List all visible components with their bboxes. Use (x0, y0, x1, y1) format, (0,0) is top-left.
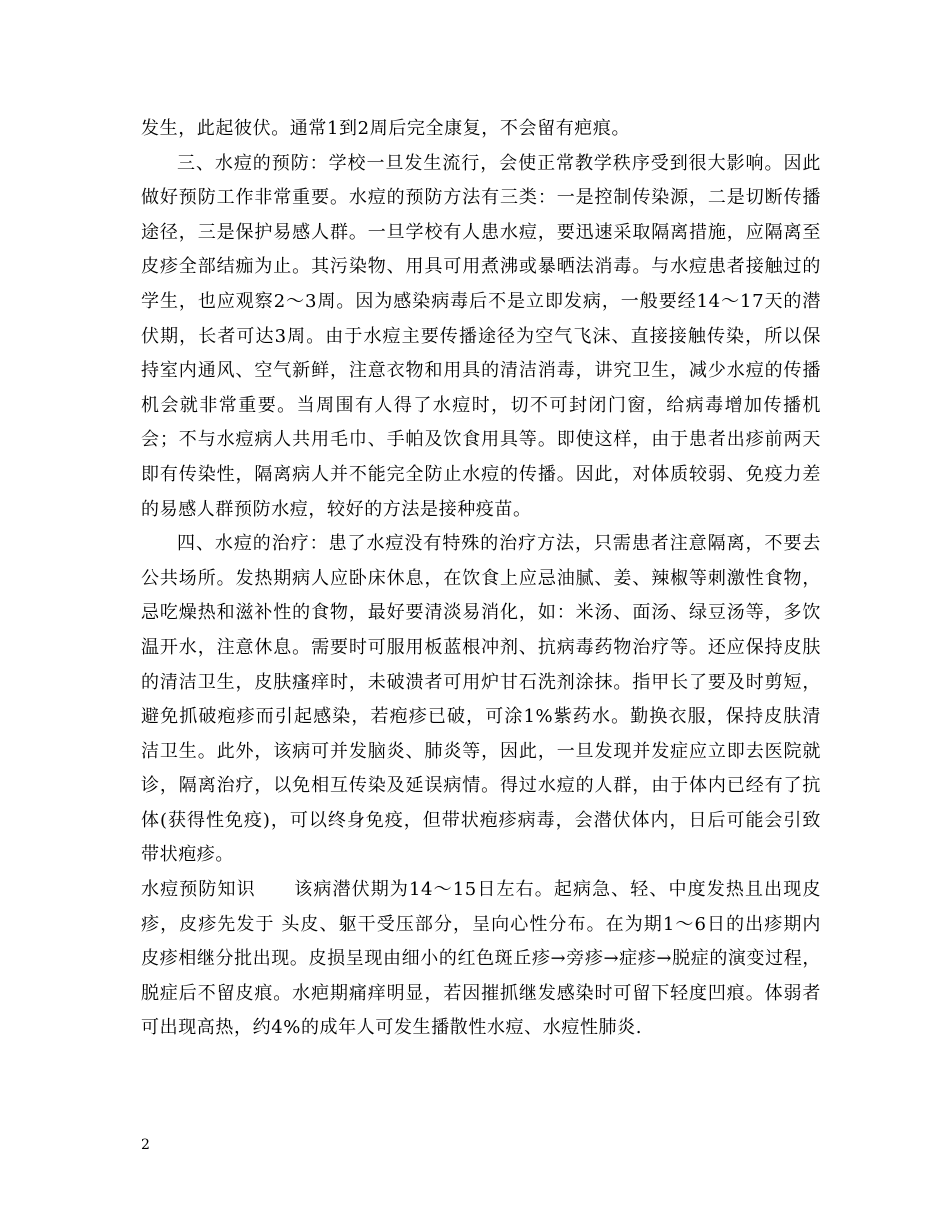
paragraph-prevention: 三、水痘的预防：学校一旦发生流行，会使正常教学秩序受到很大影响。因此做好预防工作非常重要。水痘的预防方法有三类：一是控制传染源，二是切断传播途径，三是保护易感人群。一旦学校有人患水痘，要迅速采取隔离措施，应隔离至皮疹全部结痂为止。其污染物、用具可用煮沸或暴晒法消毒。与水痘患者接触过的学生，也应观察2～3周。因为感染病毒后不是立即发病，一般要经14～17天的潜伏期，长者可达3周。由于水痘主要传播途径为空气飞沫、直接接触传染，所以保持室内通风、空气新鲜，注意衣物和用具的清洁消毒，讲究卫生，减少水痘的传播机会就非常重要。当周围有人得了水痘时，切不可封闭门窗，给病毒增加传播机会；不与水痘病人共用毛巾、手帕及饮食用具等。即使这样，由于患者出疹前两天即有传染性，隔离病人并不能完全防止水痘的传播。因此，对体质较弱、免疫力差的易感人群预防水痘，较好的方法是接种疫苗。 (141, 152, 821, 520)
page-number: 2 (141, 1137, 150, 1153)
document-page (141, 112, 821, 1046)
paragraph-continuation: 发生，此起彼伏。通常1到2周后完全康复，不会留有疤痕。 (141, 118, 631, 139)
paragraph-treatment: 四、水痘的治疗：患了水痘没有特殊的治疗方法，只需患者注意隔离，不要去公共场所。发热期病人应卧床休息，在饮食上应忌油腻、姜、辣椒等刺激性食物，忌吃燥热和滋补性的食物，最好要清淡易消化，如：米汤、面汤、绿豆汤等，多饮温开水，注意休息。需要时可服用板蓝根冲剂、抗病毒药物治疗等。还应保持皮肤的清洁卫生，皮肤瘙痒时，未破溃者可用炉甘石洗剂涂抹。指甲长了要及时剪短，避免抓破疱疹而引起感染，若疱疹已破，可涂1%紫药水。勤换衣服，保持皮肤清洁卫生。此外，该病可并发脑炎、肺炎等，因此，一旦发现并发症应立即去医院就诊，隔离治疗，以免相互传染及延误病情。得过水痘的人群，由于体内已经有了抗体(获得性免疫)，可以终身免疫，但带状疱疹病毒，会潜伏体内，日后可能会引致带状疱疹。 (141, 533, 821, 866)
section-text: 该病潜伏期为14～15日左右。起病急、轻、中度发热且出现皮疹，皮疹先发于 头皮、躯干受压部分，呈向心性分布。在为期1～6日的出疹期内皮疹相继分批出现。皮损呈现由细小的红色斑丘疹→旁疹→症疹→脱症的演变过程，脱症后不留皮痕。水疤期痛痒明显，若因摧抓继发感染时可留下轻度凹痕。体弱者可出现高热，约4%的成年人可发生播散性水痘、水痘性肺炎. (141, 879, 821, 1039)
section-prevention-knowledge (141, 873, 821, 1046)
section-heading: 水痘预防知识 (141, 879, 256, 901)
